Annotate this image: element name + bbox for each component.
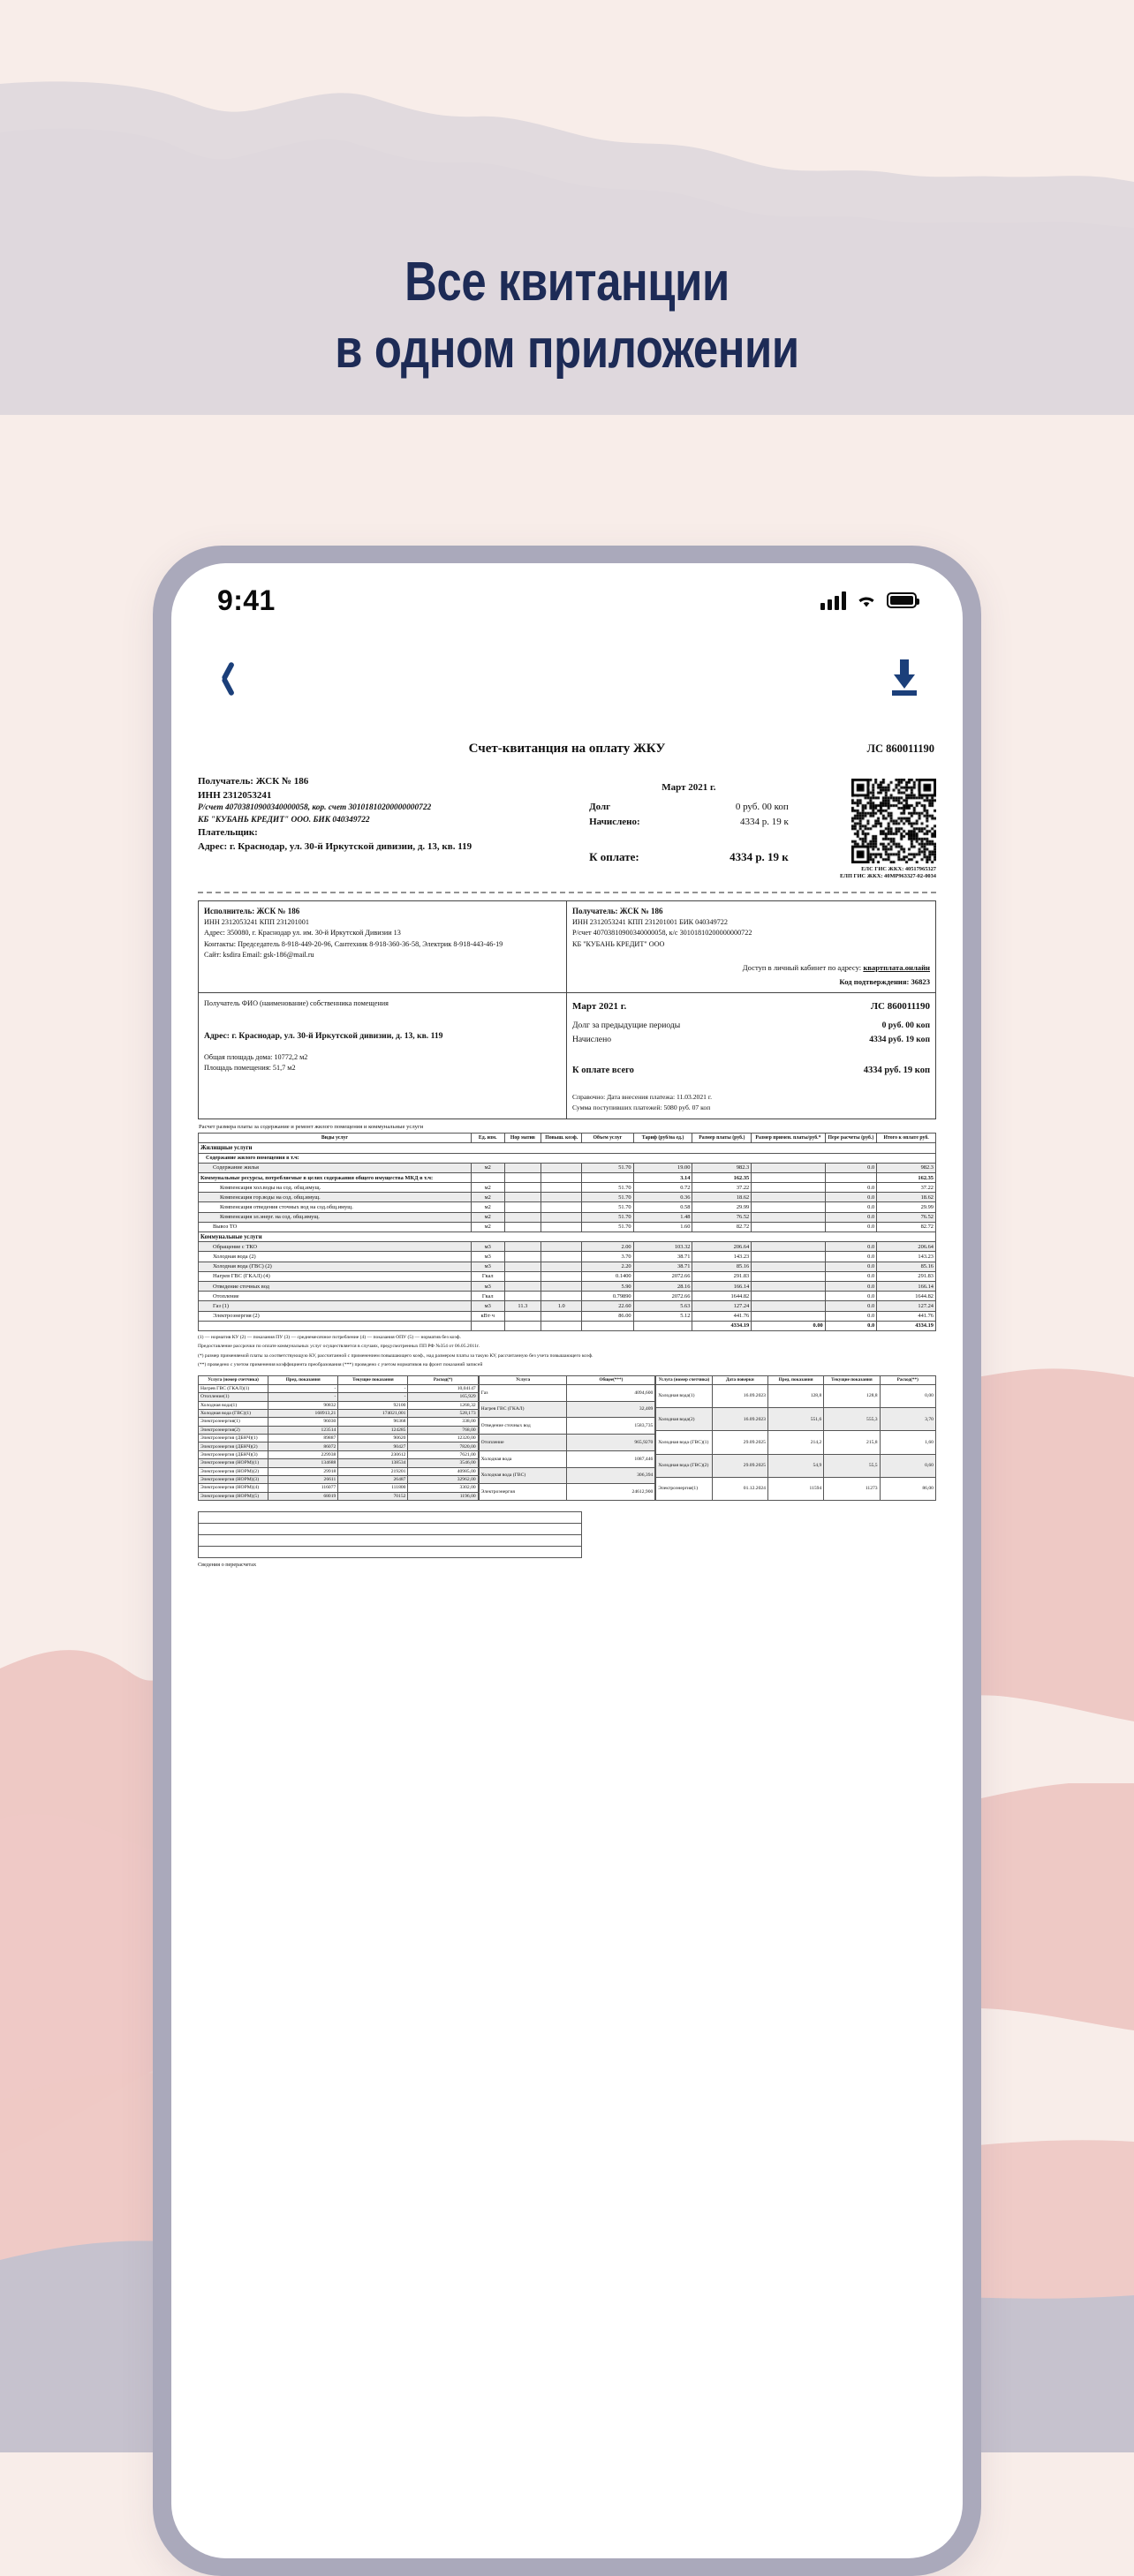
table-row: Электроэнергия(1) 01.12.2024 11594 11273 86,00 xyxy=(656,1477,936,1500)
executor-title: Исполнитель: ЖСК № 186 xyxy=(204,906,300,915)
meter-col-4: Расход(**) xyxy=(880,1376,935,1385)
table-row: Вывоз ТО м2 51.70 1.60 82.72 0.0 82.72 xyxy=(199,1222,936,1232)
table-row: Отведение сточных вод м3 5.90 28.16 166.14 0.0 166.14 xyxy=(199,1281,936,1291)
cellular-signal-icon xyxy=(820,591,846,610)
services-col-8: Пере расчеты (руб.) xyxy=(825,1134,876,1143)
table-row: Электроэнергия (НОРМ)(3) 26611 26487 32962,00 xyxy=(199,1475,479,1483)
footnote-2: (*) размер применяемой платы за соответствующую КУ, рассчитанной с применением повышающего коэф., над размером платы за такую КУ, рассчитанную без учета повышающего коэф. xyxy=(198,1352,593,1359)
table-row: 4334.19 0.00 0.0 4334.19 xyxy=(199,1321,936,1330)
services-col-9: Итого к оплате руб. xyxy=(877,1134,936,1143)
services-col-2: Нор матив xyxy=(504,1134,541,1143)
grand-total-label: К оплате всего xyxy=(572,1065,634,1075)
meter-col-3: Текущие показания xyxy=(824,1376,880,1385)
table-row: Отопление(1) - - 165,929 xyxy=(199,1393,479,1401)
table-row: Электроэнергия(2) 123514 124285 768,00 xyxy=(199,1426,479,1434)
totals-accrued-label: Начислено xyxy=(572,1034,611,1044)
table-row: Холодная вода (ГВС)(2) 29.09.2025 54,9 55,5 0,60 xyxy=(656,1454,936,1477)
receipt-header xyxy=(198,775,936,881)
phone-mockup xyxy=(153,546,981,2576)
services-footnotes xyxy=(198,1333,936,1369)
divider xyxy=(198,892,936,893)
table-row: Холодная вода (ГВС) (2) м3 2.20 38.71 85.16 0.0 85.16 xyxy=(199,1262,936,1271)
table-row: Содержание жилья м2 51.70 19.00 982.3 0.0 982.3 xyxy=(199,1163,936,1172)
prev-debt-row xyxy=(572,1019,930,1033)
services-col-0: Виды услуг xyxy=(199,1134,472,1143)
meter-col-2: Пред. показания xyxy=(767,1376,823,1385)
totals-period: Март 2021 г. xyxy=(572,1000,627,1012)
owner-box xyxy=(199,993,567,1119)
prev-debt-label: Долг за предыдущие периоды xyxy=(572,1020,681,1030)
confirmation-code: Код подтверждения: 36823 xyxy=(839,976,930,986)
totals-accrued-value: 4334 руб. 19 коп xyxy=(869,1034,930,1044)
grand-total-value: 4334 руб. 19 коп xyxy=(863,1065,930,1075)
topay-row xyxy=(589,848,789,867)
payer-address: Адрес: г. Краснодар, ул. 30-й Иркутской дивизии, д. 13, кв. 119 xyxy=(198,840,472,852)
table-row: Электроэнергия (НОРМ)(4) 116077 111800 3302,00 xyxy=(199,1484,479,1492)
table-row: Коммунальные ресурсы, потребляемые в целях содержания общего имущества МКД в т.ч: 3.14 162.35 162.35 xyxy=(199,1172,936,1182)
totals-notes xyxy=(572,1092,930,1113)
table-row: Холодная вода(2) 16.09.2023 551,6 555,3 3,70 xyxy=(656,1408,936,1431)
totals-period-row xyxy=(572,998,930,1014)
table-row: Нагрев ГВС (ГКАЛ) (4) Гкал 0.1400 2072.66 291.83 0.0 291.83 xyxy=(199,1271,936,1281)
debt-label: Долг xyxy=(589,801,611,812)
services-table xyxy=(198,1133,936,1331)
table-row: Обращение с ТКО м3 2.00 103.32 206.64 0.0 206.64 xyxy=(199,1242,936,1252)
executor-box xyxy=(199,901,567,992)
table-row: Электроэнергия (ДБНЧ)(2) 86072 90427 7820,00 xyxy=(199,1442,479,1450)
services-table-caption: Расчет размера платы за содержание и ремонт жилого помещения и коммунальные услуги xyxy=(199,1124,424,1131)
navigation-bar xyxy=(171,637,963,719)
recipient-inn: ИНН 2312053241 xyxy=(198,789,272,801)
qr-caption-line-1: ЕЛС ГИС ЖКХ: 40517965327 xyxy=(861,866,936,872)
table-row: Холодная вода (ГВС) 306,394 xyxy=(479,1467,655,1484)
table-row: Холодная вода(1) 16.09.2023 128,8 128,8 0,00 xyxy=(656,1384,936,1407)
receiver-bank: КБ "КУБАНЬ КРЕДИТ" ООО xyxy=(572,939,665,948)
totals-note-2: Сумма поступивших платежей: 5080 руб. 07 коп xyxy=(572,1103,711,1112)
table-row: Отопление Гкал 0.79890 2072.66 1644.82 0.0 1644.82 xyxy=(199,1292,936,1301)
totals-note-1: Справочно: Дата внесения платежа: 11.03.2021 г. xyxy=(572,1092,712,1101)
services-col-6: Размер платы (руб.) xyxy=(692,1134,752,1143)
receipt-account-number: ЛС 860011190 xyxy=(866,742,934,755)
executor-inn: ИНН 2312053241 КПП 231201001 xyxy=(204,918,309,927)
recalc-label: Сведения о перерасчетах xyxy=(198,1562,257,1569)
footnote-0: (1) — норматив КУ (2) — показания ПУ (3) — среднемесячное потребление (4) — показания ОПУ (5) — норматив без коэф. xyxy=(198,1334,461,1340)
recalc-box xyxy=(198,1511,582,1558)
status-bar xyxy=(171,563,963,637)
meters-left-table xyxy=(198,1375,479,1501)
meter-col-1: Дата поверки xyxy=(712,1376,767,1385)
recipient-block xyxy=(198,775,589,854)
table-row: Холодная вода (2) м3 3.70 38.71 143.23 0.0 143.23 xyxy=(199,1252,936,1262)
services-table-body xyxy=(199,1143,936,1331)
services-table-header-row xyxy=(199,1134,936,1143)
phone-screen xyxy=(171,563,963,2558)
table-row: Холодная вода (ГВС)(1) 168913,21 174021,001 528,173 xyxy=(199,1409,479,1417)
table-row: Электроэнергия 24612,900 xyxy=(479,1484,655,1501)
receiver-box xyxy=(567,901,935,992)
qr-caption xyxy=(840,866,936,881)
meter-tables xyxy=(198,1375,936,1501)
services-col-7: Размер примен. платы/руб.* xyxy=(752,1134,826,1143)
services-col-3: Повыш. коэф. xyxy=(541,1134,582,1143)
owner-totals-boxes xyxy=(198,993,936,1119)
table-row: Коммунальные услуги xyxy=(199,1232,936,1242)
executor-site: Сайт: ksdira Email: gsk-186@mail.ru xyxy=(204,951,314,960)
meter-col-2: Текущие показания xyxy=(338,1376,408,1385)
meter-col-0: Услуга xyxy=(479,1376,567,1385)
accrued-label: Начислено: xyxy=(589,817,640,828)
grand-total-row xyxy=(572,1063,930,1078)
recipient-account: Р/счет 40703810900340000058, кор. счет 30101810200000000722 xyxy=(198,803,432,813)
table-row: Электроэнергия (ДБНЧ)(1) 89887 90620 12320,00 xyxy=(199,1435,479,1442)
debt-value: 0 руб. 00 коп xyxy=(735,801,789,812)
totals-account: ЛС 860011190 xyxy=(870,1000,930,1012)
prev-debt-value: 0 руб. 00 коп xyxy=(881,1020,930,1030)
meter-col-3: Расход(*) xyxy=(408,1376,478,1385)
headline-line-1: Все квитанции xyxy=(404,252,730,313)
table-row: Холодная вода(1) 90832 92100 1268,32 xyxy=(199,1401,479,1409)
table-row: Газ 4094,600 xyxy=(479,1384,655,1401)
meter-col-1: Общее(***) xyxy=(567,1376,655,1385)
house-area: Общая площадь дома: 10772,2 м2 xyxy=(204,1052,308,1061)
table-row: Электроэнергия(1) 96030 96368 338,00 xyxy=(199,1418,479,1426)
meter-col-0: Услуга (номер счетчика) xyxy=(656,1376,712,1385)
battery-icon xyxy=(887,592,917,608)
receiver-account: Р/счет 40703810900340000058, к/с 30101810200000000722 xyxy=(572,929,752,938)
table-row: Холодная вода 1087,446 xyxy=(479,1450,655,1467)
party-boxes xyxy=(198,900,936,993)
qr-block xyxy=(789,775,936,881)
table-row: Компенсация хол.воды на сод. общ.имущ. м2 51.70 0.72 37.22 0.0 37.22 xyxy=(199,1183,936,1193)
table-row: Нагрев ГВС (ГКАЛ) 32,409 xyxy=(479,1401,655,1418)
table-row: Отопление 965,9270 xyxy=(479,1435,655,1451)
executor-address: Адрес: 350080, г. Краснодар ул. им. 30-й Иркутской Дивизии 13 xyxy=(204,929,401,938)
receipt-title-row xyxy=(198,740,936,775)
receiver-inn: ИНН 2312053241 КПП 231201001 БИК 040349722 xyxy=(572,918,728,927)
meters-right-table xyxy=(655,1375,936,1501)
topay-label: К оплате: xyxy=(589,849,639,863)
accrued-value: 4334 р. 19 к xyxy=(739,817,789,828)
table-row: Нагрев ГВС (ГКАЛ)(1) - - 10,04147 xyxy=(199,1384,479,1392)
receipt-document xyxy=(171,719,963,1568)
back-chevron-icon[interactable] xyxy=(212,660,233,696)
owner-address: Адрес: г. Краснодар, ул. 30-й Иркутской дивизии, д. 13, кв. 119 xyxy=(204,1031,443,1042)
accrued-row xyxy=(589,815,789,831)
flat-area: Площадь помещения: 51,7 м2 xyxy=(204,1063,296,1072)
table-row: Электроэнергия (НОРМ)(2) 29918 219201 40985,00 xyxy=(199,1467,479,1475)
receiver-title: Получатель: ЖСК № 186 xyxy=(572,906,663,915)
access-text: Доступ в личный кабинет по адресу: xyxy=(742,963,862,973)
totals-accrued-row xyxy=(572,1033,930,1047)
status-bar-time: 9:41 xyxy=(217,584,276,616)
footnote-1: Предоставление рассрочки по оплате коммунальных услуг осуществляется в случаях, предусмотренных ПП РФ №354 от 06.05.2011г. xyxy=(198,1344,480,1350)
personal-cabinet-access xyxy=(572,962,930,988)
recipient-bank: КБ "КУБАНЬ КРЕДИТ" ООО. БИК 040349722 xyxy=(198,815,370,825)
totals-box xyxy=(567,993,935,1119)
access-link[interactable]: квартплата.онлайн xyxy=(863,963,930,973)
table-row: Компенсация отведения сточных вод на сод.общ.имущ. м2 51.70 0.58 29.99 0.0 29.99 xyxy=(199,1202,936,1212)
table-row: Жилищные услуги xyxy=(199,1143,936,1153)
executor-contacts: Контакты: Председатель 8-918-449-20-96, Сантехник 8-918-360-36-58, Электрик 8-918-443-46-19 xyxy=(204,939,503,948)
footnote-3: (**) проведено с учетом применения коэффициента преобразования (***) проведено с учетом нормативов на фронт показаний записей xyxy=(198,1361,483,1367)
meter-col-1: Пред. показания xyxy=(268,1376,338,1385)
meters-mid-table xyxy=(479,1375,656,1501)
meter-col-0: Услуга (номер счетчика) xyxy=(199,1376,268,1385)
owner-caption: Получатель ФИО (наименование) собственника помещения xyxy=(204,998,389,1007)
receipt-title: Счет-квитанция на оплату ЖКУ xyxy=(468,742,666,756)
table-row: Газ (1) м3 11.3 1.0 22.60 5.63 127.24 0.0 127.24 xyxy=(199,1301,936,1311)
wifi-icon xyxy=(855,591,878,609)
debt-row xyxy=(589,800,789,816)
recipient-name: Получатель: ЖСК № 186 xyxy=(198,776,309,787)
qr-code-icon xyxy=(851,779,936,863)
status-bar-indicators xyxy=(820,591,917,610)
table-row: Холодная вода (ГВС)(1) 29.09.2025 214,2 215,8 1,60 xyxy=(656,1431,936,1454)
table-row: Содержание жилого помещения в т.ч: xyxy=(199,1153,936,1163)
services-col-5: Тариф (руб/на ед.) xyxy=(633,1134,692,1143)
table-row: Компенсация эл.энерг. на сод. общ.имущ. м2 51.70 1.48 76.52 0.0 76.52 xyxy=(199,1212,936,1222)
services-col-1: Ед. изм. xyxy=(471,1134,504,1143)
billing-period: Март 2021 г. xyxy=(662,782,716,793)
table-row: Электроэнергия (2) кВт·ч 86.00 5.12 441.76 0.0 441.76 xyxy=(199,1311,936,1321)
qr-caption-line-2: ЕЛП ГИС ЖКХ: 40МР963327-02-0034 xyxy=(840,873,936,880)
topay-value: 4334 р. 19 к xyxy=(730,849,789,863)
table-row: Отведение сточных вод 1583,735 xyxy=(479,1418,655,1435)
page-title xyxy=(102,249,1032,382)
services-col-4: Объем услуг xyxy=(582,1134,633,1143)
headline-line-2: в одном приложении xyxy=(335,318,799,380)
download-icon[interactable] xyxy=(887,659,922,697)
table-row: Электроэнергия (НОРМ)(5) 68019 70152 1196,00 xyxy=(199,1492,479,1500)
summary-top-block xyxy=(589,775,789,867)
table-row: Электроэнергия (НОРМ)(1) 134688 138534 3546,00 xyxy=(199,1459,479,1467)
table-row: Электроэнергия (ДБНЧ)(3) 229938 230612 7621,00 xyxy=(199,1450,479,1458)
table-row: Компенсация гор.воды на сод. общ.имущ. м2 51.70 0.36 18.62 0.0 18.62 xyxy=(199,1193,936,1202)
payer-label: Плательщик: xyxy=(198,826,258,838)
